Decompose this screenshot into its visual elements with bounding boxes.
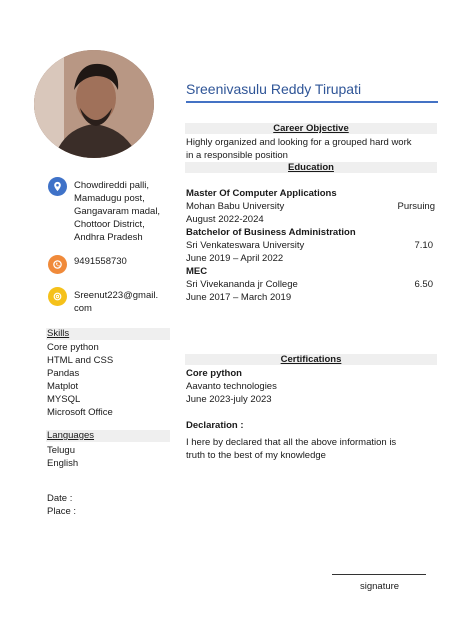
period: August 2022-2024 [186,214,264,225]
phone-number: 9491558730 [74,256,127,267]
location-icon [48,177,67,196]
degree-title: Batchelor of Business Administration [186,227,356,238]
address-line: Chowdireddi palli, [74,180,149,191]
skill-item: Matplot [47,381,79,392]
phone-icon [48,255,67,274]
languages-heading: Languages [47,430,95,441]
address-line: Mamadugu post, [74,193,145,204]
score: Pursuing [397,201,435,212]
address-line: Andhra Pradesh [74,232,143,243]
skill-item: HTML and CSS [47,355,114,366]
name-underline [186,101,438,103]
education-heading: Education [288,162,334,173]
degree-title: MEC [186,266,208,277]
skill-item: Core python [47,342,99,353]
career-line: Highly organized and looking for a grouped hard work [186,137,412,148]
period: June 2019 – April 2022 [186,253,284,264]
skills-heading-bar [46,328,170,340]
certification-period: June 2023-july 2023 [186,394,272,405]
email-icon [48,287,67,306]
declaration-line: truth to the best of my knowledge [186,450,326,461]
score: 7.10 [414,240,433,251]
institution: Sri Venkateswara University [186,240,305,251]
period: June 2017 – March 2019 [186,292,292,303]
career-heading: Career Objective [273,123,349,134]
email-line: Sreenut223@gmail. [74,290,159,301]
profile-photo-image [34,50,154,158]
signature-label: signature [360,581,400,592]
address-line: Chottoor District, [74,219,145,230]
address-line: Gangavaram madal, [74,206,161,217]
email-line: com [74,303,92,314]
education-heading-bar [185,162,437,173]
certifications-heading-bar [185,354,437,365]
profile-photo [34,50,154,158]
languages-heading-bar [46,430,170,442]
signature-line [332,574,426,575]
place-label: Place : [47,506,77,517]
certification-org: Aavanto technologies [186,381,277,392]
institution: Mohan Babu University [186,201,285,212]
score: 6.50 [414,279,433,290]
degree-title: Master Of Computer Applications [186,188,337,199]
date-label: Date : [47,493,73,504]
career-line: in a responsible position [186,150,288,161]
skill-item: MYSQL [47,394,81,405]
skills-heading: Skills [47,328,70,339]
language-item: English [47,458,79,469]
language-item: Telugu [47,445,75,456]
skill-item: Pandas [47,368,80,379]
skill-item: Microsoft Office [47,407,113,418]
declaration-line: I here by declared that all the above information is [186,437,397,448]
certification-title: Core python [186,368,242,379]
institution: Sri Vivekananda jr College [186,279,298,290]
declaration-heading: Declaration : [186,420,244,431]
candidate-name: Sreenivasulu Reddy Tirupati [186,81,362,97]
certifications-heading: Certifications [280,354,342,365]
career-heading-bar [185,123,437,134]
